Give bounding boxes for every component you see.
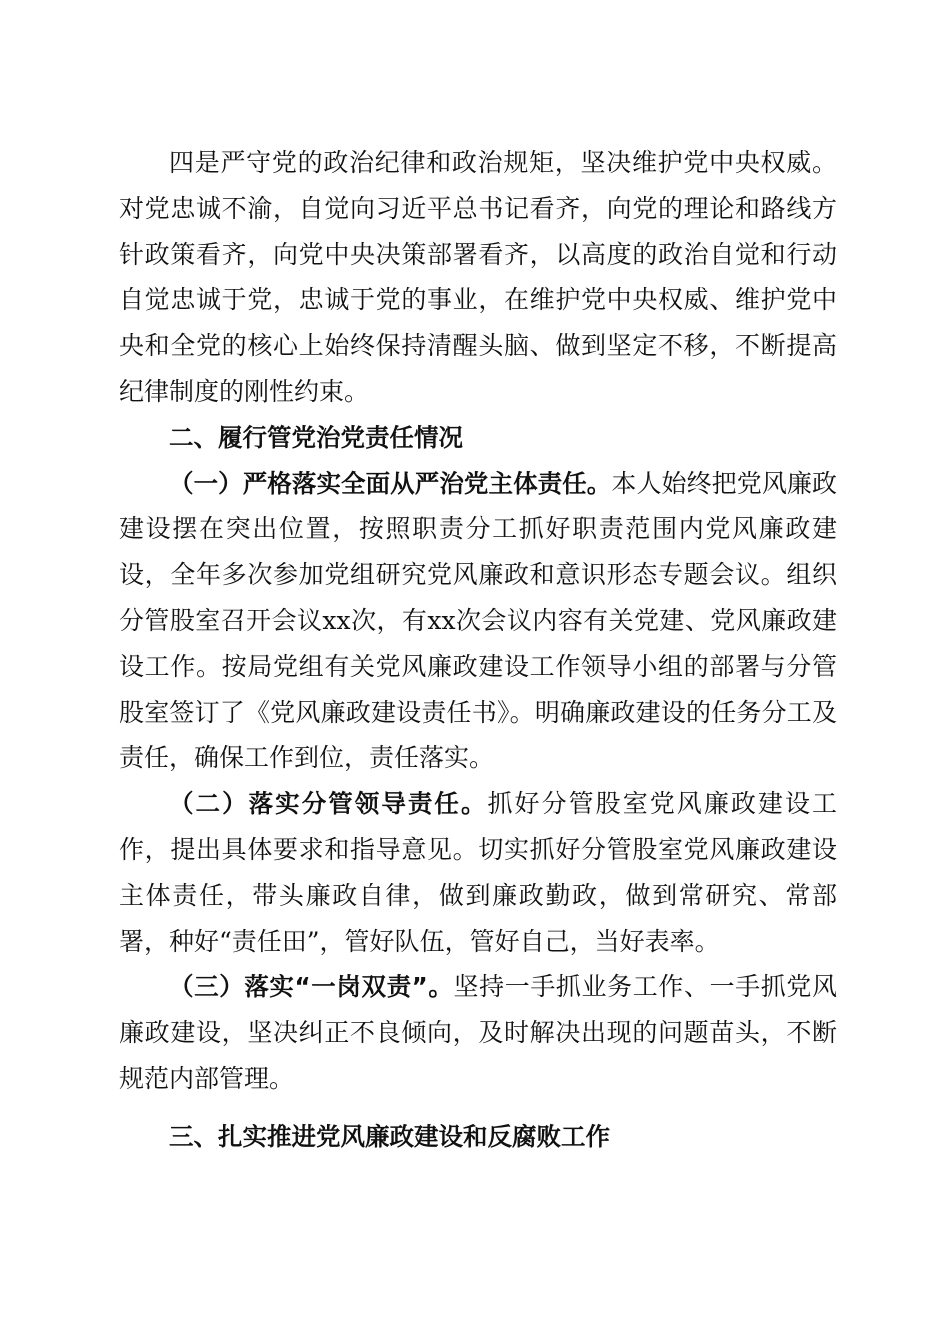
section-heading-3: 三、扎实推进党风廉政建设和反腐败工作 <box>169 1121 610 1151</box>
subsection-body-1: 本人始终把党风廉政建设摆在突出位置，按照职责分工抓好职责范围内党风廉政建设，全年多次参加党组研究党风廉政和意识形态专题会议。组织分管股室召开会议xx次，有xx次会议内容有关党建、党风廉政建设工作。按局党组有关党风廉政建设工作领导小组的部署与分管股室签订了《党风廉政建设责任书》。明确廉政建设的任务分工及责任，确保工作到位，责任落实。 <box>119 468 837 773</box>
document-body <box>119 140 837 1160</box>
section-heading-2: 二、履行管党治党责任情况 <box>169 422 463 452</box>
paragraph-political-discipline: 四是严守党的政治纪律和政治规矩，坚决维护党中央权威。对党忠诚不渝，自觉向习近平总书记看齐，向党的理论和路线方针政策看齐，向党中央决策部署看齐，以高度的政治自觉和行动自觉忠诚于党，忠诚于党的事业，在维护党中央权威、维护党中央和全党的核心上始终保持清醒头脑、做到坚定不移，不断提高纪律制度的刚性约束。 <box>119 148 837 406</box>
subsection-title-3: （三）落实“一岗双责”。 <box>169 972 454 1002</box>
subsection-body-3: 坚持一手抓业务工作、一手抓党风廉政建设，坚决纠正不良倾向，及时解决出现的问题苗头，不断规范内部管理。 <box>119 972 837 1093</box>
paragraph-leader-responsibility <box>119 781 837 964</box>
paragraph-main-responsibility <box>119 461 837 782</box>
subsection-title-1: （一）严格落实全面从严治党主体责任。 <box>169 468 612 498</box>
paragraph-dual-responsibility <box>119 964 837 1101</box>
subsection-body-2: 抓好分管股室党风廉政建设工作，提出具体要求和指导意见。切实抓好分管股室党风廉政建设主体责任，带头廉政自律，做到廉政勤政，做到常研究、常部署，种好“责任田”，管好队伍，管好自己，当好表率。 <box>119 789 837 956</box>
subsection-title-2: （二）落实分管领导责任。 <box>169 789 488 819</box>
